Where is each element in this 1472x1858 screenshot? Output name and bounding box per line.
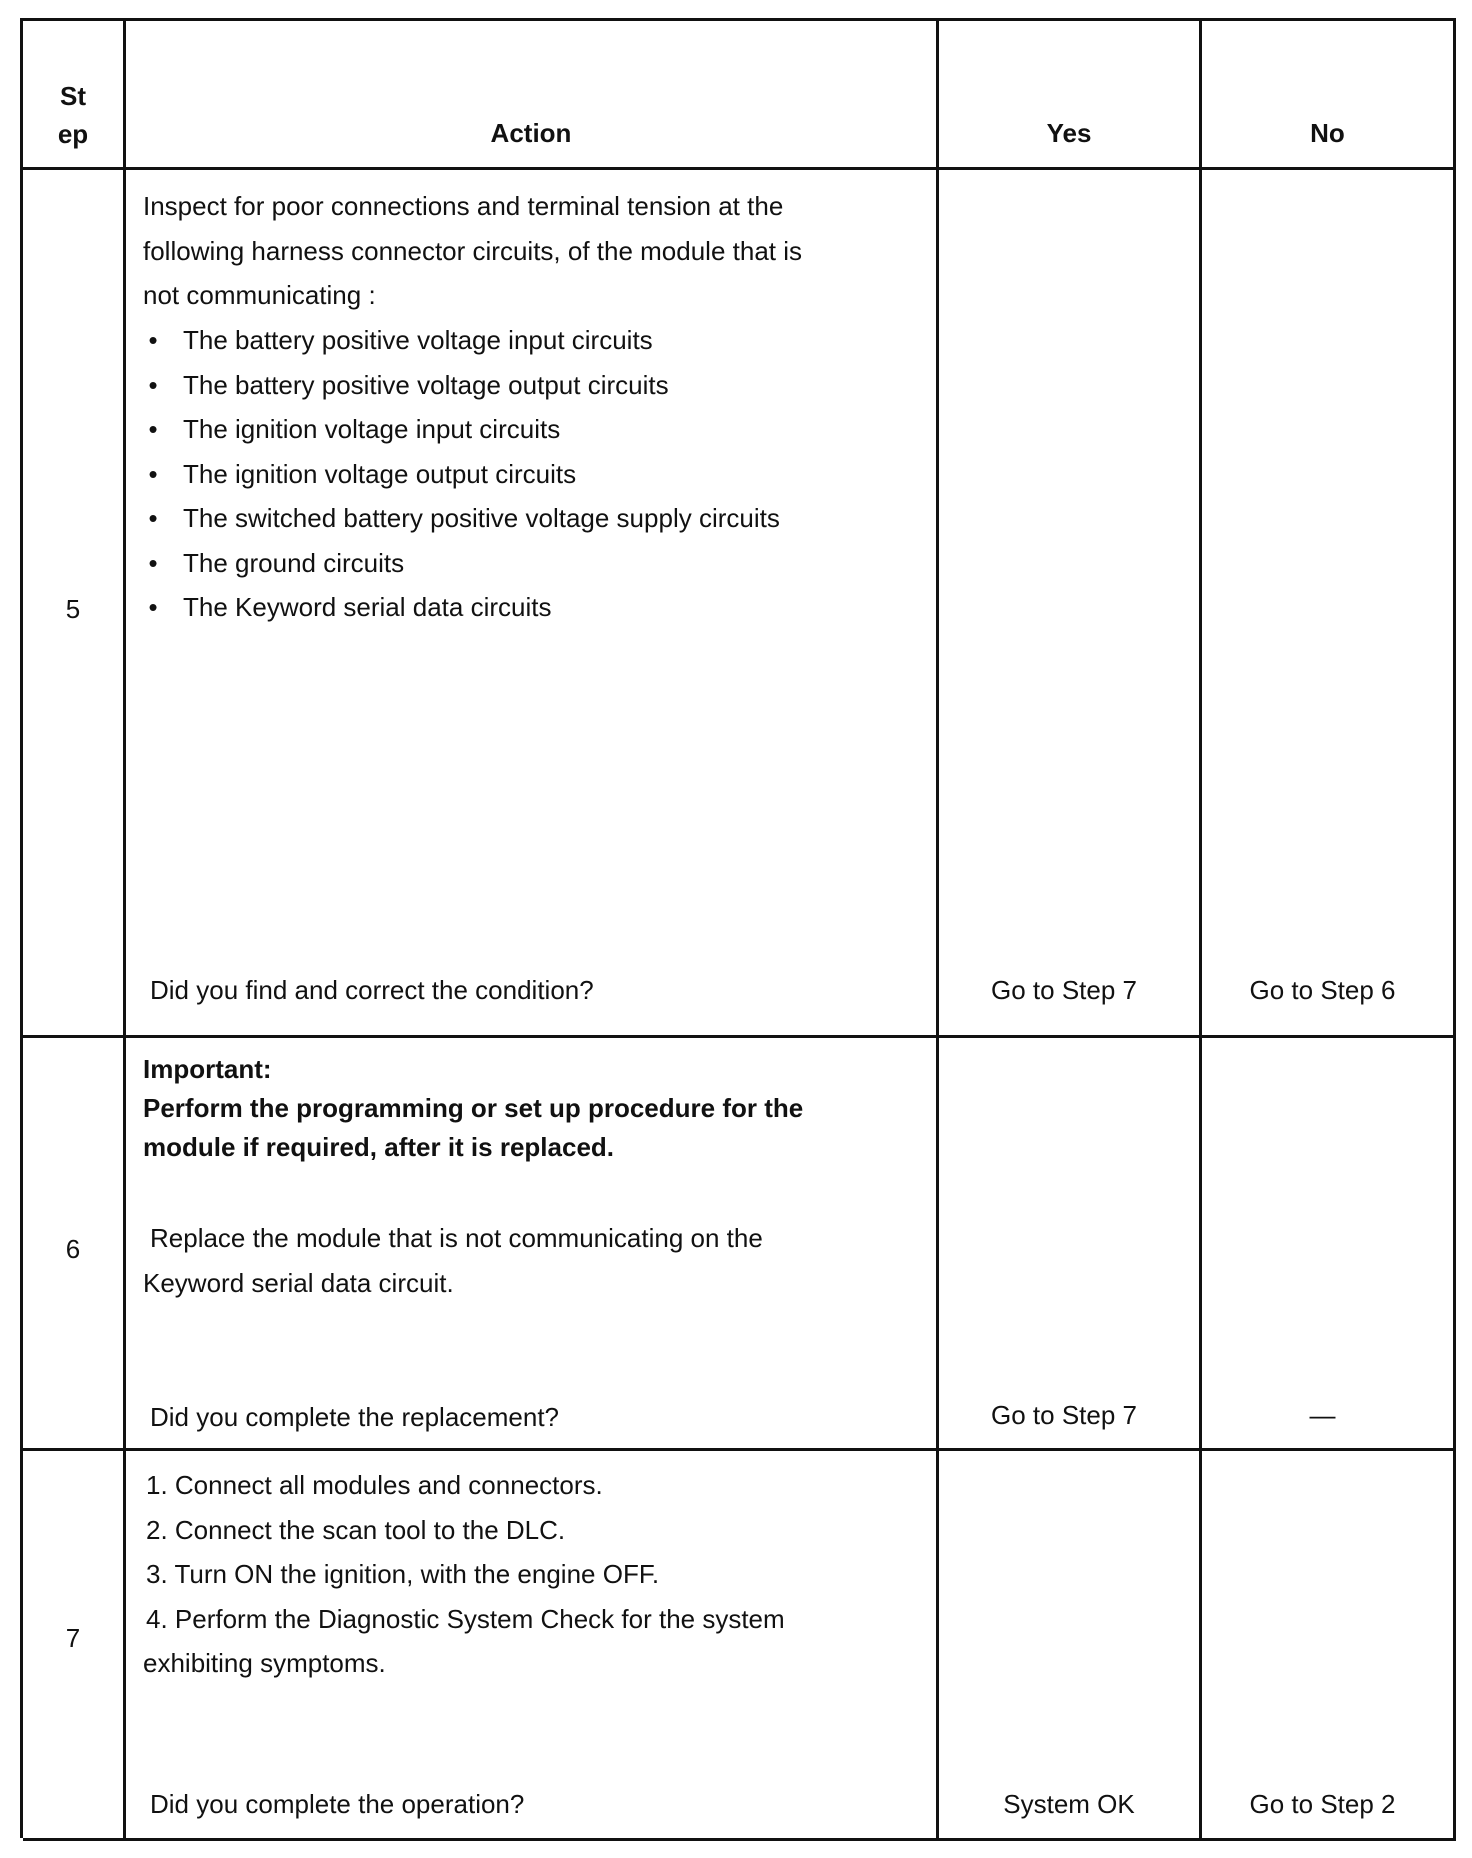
step-number: 6 xyxy=(65,1234,81,1264)
list-item: 2. Connect the scan tool to the DLC. xyxy=(146,1514,566,1545)
list-item-text: The battery positive voltage input circuits xyxy=(183,325,653,355)
table-row-step-5 xyxy=(23,170,1456,1038)
list-item-text: The ignition voltage input circuits xyxy=(183,414,561,444)
important-note xyxy=(143,1050,896,1167)
important-label: Important: xyxy=(143,1054,272,1084)
header-no-cell xyxy=(1202,21,1456,170)
list-item: 1. Connect all modules and connectors. xyxy=(146,1470,603,1500)
table-header-row xyxy=(23,21,1456,170)
circuit-list xyxy=(143,318,906,630)
table-row-step-7 xyxy=(23,1451,1456,1841)
action-cell xyxy=(126,170,939,1038)
step-number: 5 xyxy=(65,594,81,624)
no-answer: Go to Step 6 xyxy=(1249,975,1396,1005)
yes-cell xyxy=(939,170,1202,1038)
step-number: 7 xyxy=(65,1623,81,1653)
list-item xyxy=(143,452,906,497)
list-item-text: The ground circuits xyxy=(183,547,405,578)
list-item-text: The ignition voltage output circuits xyxy=(183,458,577,489)
bullet-icon: • xyxy=(148,547,158,578)
action-question: Did you complete the operation? xyxy=(150,1789,525,1819)
procedure-list xyxy=(143,1463,896,1686)
bullet-icon: • xyxy=(148,369,158,400)
bullet-icon: • xyxy=(148,458,158,489)
bullet-icon: • xyxy=(148,592,158,622)
list-item xyxy=(143,407,906,452)
header-step-line2: ep xyxy=(57,119,89,149)
list-item-text: The Keyword serial data circuits xyxy=(183,592,552,622)
no-cell xyxy=(1202,1038,1456,1451)
list-item-text: The battery positive voltage output circuits xyxy=(183,369,669,400)
list-item-text: The switched battery positive voltage supply circuits xyxy=(183,503,780,533)
list-item xyxy=(143,585,906,630)
diagnostic-table xyxy=(20,18,1456,1838)
instruction-line: Replace the module that is not communicating on the xyxy=(150,1223,763,1253)
list-item xyxy=(143,318,906,363)
instruction-line: Keyword serial data circuit. xyxy=(143,1267,454,1298)
action-cell xyxy=(126,1451,939,1841)
list-item-continuation: exhibiting symptoms. xyxy=(143,1648,386,1678)
important-line: module if required, after it is replaced. xyxy=(143,1132,615,1162)
table-row-step-6 xyxy=(23,1038,1456,1451)
header-step-line1: St xyxy=(60,81,86,111)
list-item: 4. Perform the Diagnostic System Check for the system xyxy=(146,1603,785,1634)
action-question: Did you complete the replacement? xyxy=(150,1402,560,1432)
action-intro xyxy=(143,184,896,318)
list-item xyxy=(143,363,906,408)
yes-answer: System OK xyxy=(1003,1789,1135,1819)
yes-answer: Go to Step 7 xyxy=(991,1400,1137,1430)
no-cell xyxy=(1202,170,1456,1038)
step-cell xyxy=(23,1038,126,1451)
yes-cell xyxy=(939,1038,1202,1451)
intro-line: not communicating : xyxy=(143,280,376,310)
header-action: Action xyxy=(490,118,572,148)
intro-line: Inspect for poor connections and terminal tension at the xyxy=(143,191,784,221)
list-item xyxy=(143,541,906,586)
bullet-icon: • xyxy=(148,325,158,355)
step-cell xyxy=(23,1451,126,1841)
list-item xyxy=(143,496,906,541)
header-no: No xyxy=(1310,118,1345,148)
bullet-icon: • xyxy=(148,414,158,444)
action-question: Did you find and correct the condition? xyxy=(150,975,594,1005)
yes-cell xyxy=(939,1451,1202,1841)
step-cell xyxy=(23,170,126,1038)
header-yes: Yes xyxy=(1046,118,1092,148)
list-item: 3. Turn ON the ignition, with the engine OFF. xyxy=(146,1559,660,1589)
important-line: Perform the programming or set up procedure for the xyxy=(143,1093,804,1123)
header-yes-cell xyxy=(939,21,1202,170)
action-cell xyxy=(126,1038,939,1451)
no-answer: — xyxy=(1309,1400,1336,1430)
no-cell xyxy=(1202,1451,1456,1841)
yes-answer: Go to Step 7 xyxy=(991,975,1137,1005)
bullet-icon: • xyxy=(148,503,158,533)
header-action-cell xyxy=(126,21,939,170)
replace-instruction xyxy=(143,1216,896,1305)
no-answer: Go to Step 2 xyxy=(1249,1789,1396,1819)
header-step-cell xyxy=(23,21,126,170)
intro-line: following harness connector circuits, of the module that is xyxy=(143,235,803,266)
